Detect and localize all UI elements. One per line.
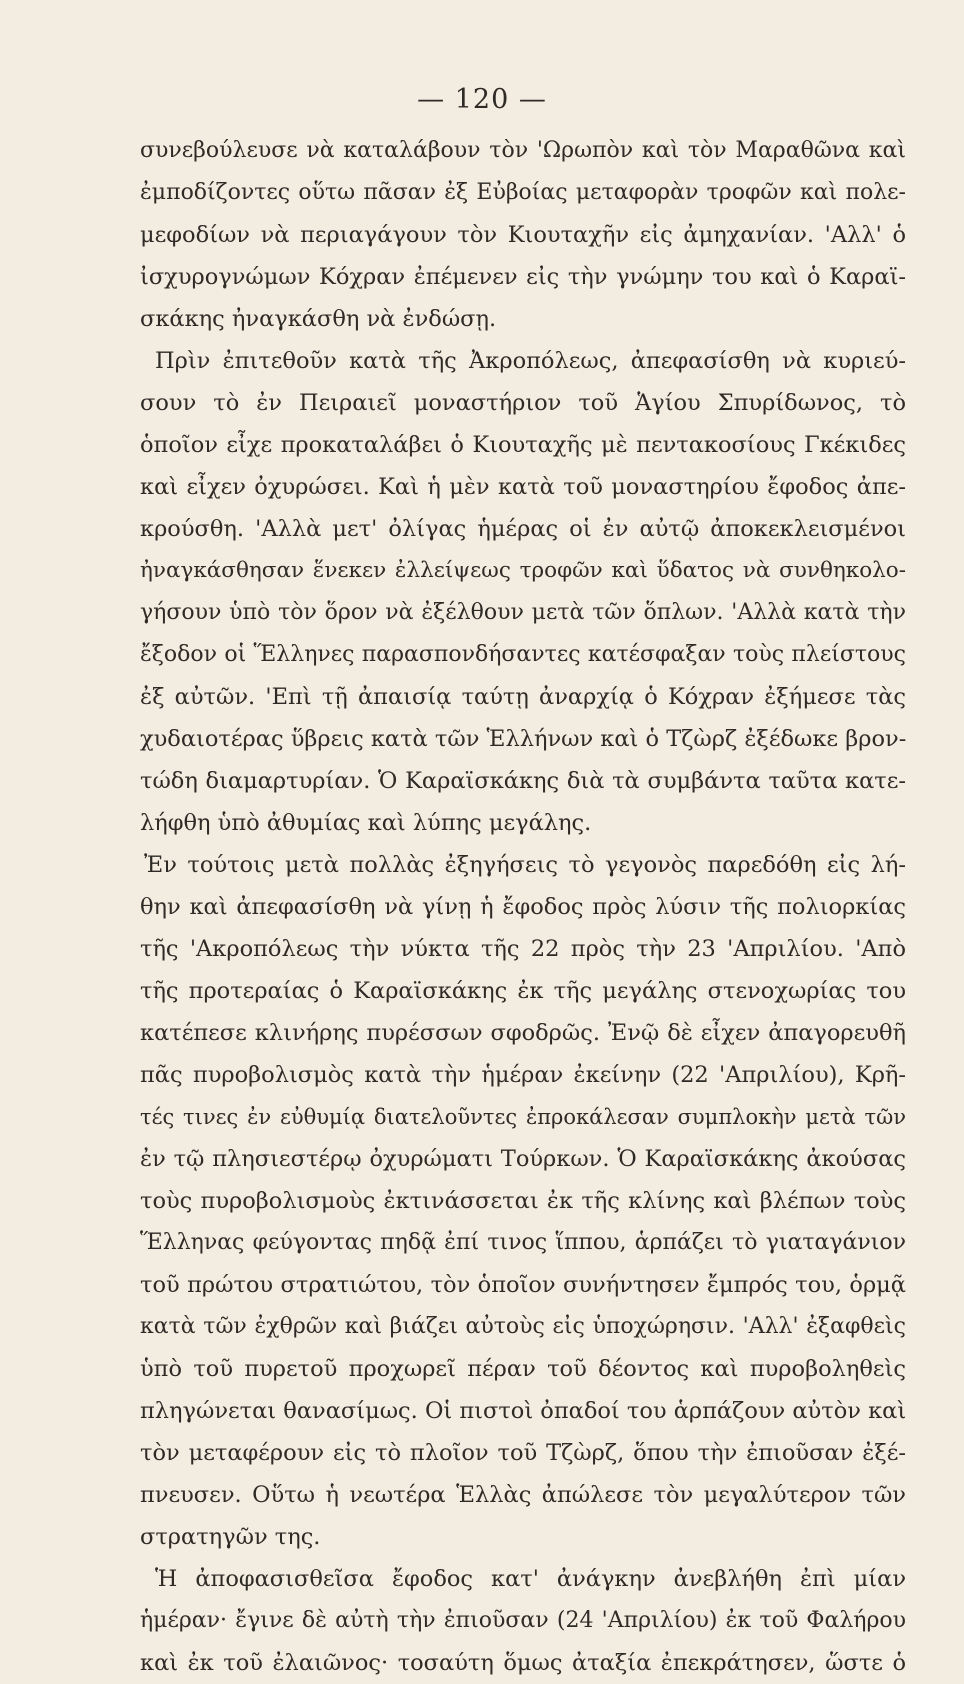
text-line: κρούσθη. 'Αλλὰ μετ' ὀλίγας ἡμέρας οἱ ἐν αὐτῷ ἀποκεκλεισμένοι bbox=[140, 516, 906, 542]
text-line: ἠναγκάσθησαν ἕνεκεν ἐλλείψεως τροφῶν καὶ ὕδατος νὰ συνθηκολο- bbox=[140, 558, 906, 583]
text-line: πληγώνεται θανασίμως. Οἱ πιστοὶ ὀπαδοί του ἁρπάζουν αὐτὸν καὶ bbox=[140, 1398, 907, 1424]
text-line: κατέπεσε κλινήρης πυρέσσων σφοδρῶς. Ἐνῷ δὲ εἶχεν ἀπαγορευθῆ bbox=[140, 1020, 906, 1046]
text-line: σουν τὸ ἐν Πειραιεῖ μοναστήριον τοῦ Ἁγίου Σπυρίδωνος, τὸ bbox=[140, 390, 906, 416]
text-line: ἐξ αὐτῶν. 'Επὶ τῇ ἀπαισίᾳ ταύτῃ ἀναρχίᾳ ὁ Κόχραν ἐξήμεσε τὰς bbox=[140, 684, 906, 710]
text-line: γήσουν ὑπὸ τὸν ὅρον νὰ ἐξέλθουν μετὰ τῶν ὅπλων. 'Αλλὰ κατὰ τὴν bbox=[140, 600, 906, 625]
text-line: τοὺς πυροβολισμοὺς ἐκτινάσσεται ἐκ τῆς κλίνης καὶ βλέπων τοὺς bbox=[140, 1188, 906, 1214]
text-line: ἐν τῷ πλησιεστέρῳ ὀχυρώματι Τούρκων. Ὁ Καραϊσκάκης ἀκούσας bbox=[140, 1146, 906, 1172]
text-line: τοῦ πρώτου στρατιώτου, τὸν ὁποῖον συνήντησεν ἔμπρός του, ὁρμᾷ bbox=[140, 1272, 906, 1298]
text-line: συνεβούλευσε νὰ καταλάβουν τὸν 'Ωρωπὸν καὶ τὸν Μαραθῶνα καὶ bbox=[140, 138, 906, 163]
text-line: χυδαιοτέρας ὕβρεις κατὰ τῶν Ἑλλήνων καὶ ὁ Τζὼρζ ἐξέδωκε βρον- bbox=[140, 726, 907, 752]
text-line: ὁποῖον εἶχε προκαταλάβει ὁ Κιουταχῆς μὲ πεντακοσίους Γκέκιδες bbox=[140, 432, 906, 458]
text-line: ἡμέραν· ἔγινε δὲ αὐτὴ τὴν ἐπιοῦσαν (24 'Απριλίου) ἐκ τοῦ Φαλήρου bbox=[140, 1608, 906, 1633]
text-line: τὸν μεταφέρουν εἰς τὸ πλοῖον τοῦ Τζὼρζ, ὅπου τὴν ἐπιοῦσαν ἐξέ- bbox=[140, 1440, 906, 1466]
text-line: θην καὶ ἀπεφασίσθη νὰ γίνῃ ἡ ἔφοδος πρὸς λύσιν τῆς πολιορκίας bbox=[140, 894, 906, 920]
text-line: στρατηγῶν της. bbox=[140, 1524, 321, 1550]
text-line: ὑπὸ τοῦ πυρετοῦ προχωρεῖ πέραν τοῦ δέοντος καὶ πυροβοληθεὶς bbox=[140, 1356, 906, 1382]
page-number: — 120 — bbox=[417, 84, 547, 115]
text-line: Ἕλληνας φεύγοντας πηδᾷ ἐπί τινος ἵππου, ἁρπάζει τὸ γιαταγάνιον bbox=[140, 1230, 906, 1255]
text-line: ἔξοδον οἱ Ἕλληνες παρασπονδήσαντες κατέσφαξαν τοὺς πλείστους bbox=[140, 642, 906, 667]
text-line: καὶ εἶχεν ὀχυρώσει. Καὶ ἡ μὲν κατὰ τοῦ μοναστηρίου ἔφοδος ἀπε- bbox=[140, 474, 906, 500]
text-line: καὶ ἐκ τοῦ ἐλαιῶνος· τοσαύτη ὅμως ἀταξία ἐπεκράτησεν, ὥστε ὁ bbox=[140, 1650, 906, 1676]
text-line: λήφθη ὑπὸ ἀθυμίας καὶ λύπης μεγάλης. bbox=[140, 810, 592, 836]
text-line: ἐμποδίζοντες οὕτω πᾶσαν ἐξ Εὐβοίας μεταφορὰν τροφῶν καὶ πολε- bbox=[140, 180, 906, 205]
text-line: Ἡ ἀποφασισθεῖσα ἔφοδος κατ' ἀνάγκην ἀνεβλήθη ἐπὶ μίαν bbox=[155, 1566, 906, 1592]
body-text bbox=[140, 130, 906, 1684]
text-line: τῆς προτεραίας ὁ Καραϊσκάκης ἐκ τῆς μεγάλης στενοχωρίας του bbox=[140, 978, 906, 1004]
text-line: τές τινες ἐν εὐθυμίᾳ διατελοῦντες ἐπροκάλεσαν συμπλοκὴν μετὰ τῶν bbox=[140, 1105, 906, 1129]
text-line: πᾶς πυροβολισμὸς κατὰ τὴν ἡμέραν ἐκείνην (22 'Απριλίου), Κρῆ- bbox=[140, 1062, 906, 1088]
text-line: σκάκης ἠναγκάσθη νὰ ἐνδώσῃ. bbox=[140, 306, 497, 332]
text-line: μεφοδίων νὰ περιαγάγουν τὸν Κιουταχῆν εἰς ἀμηχανίαν. 'Αλλ' ὁ bbox=[140, 222, 906, 248]
text-line: Πρὶν ἐπιτεθοῦν κατὰ τῆς Ἀκροπόλεως, ἀπεφασίσθη νὰ κυριεύ- bbox=[155, 348, 906, 374]
text-line: τώδη διαμαρτυρίαν. Ὁ Καραϊσκάκης διὰ τὰ συμβάντα ταῦτα κατε- bbox=[140, 768, 906, 794]
text-line: πνευσεν. Οὕτω ἡ νεωτέρα Ἑλλὰς ἀπώλεσε τὸν μεγαλύτερον τῶν bbox=[140, 1482, 906, 1508]
text-line: Ἐν τούτοις μετὰ πολλὰς ἐξηγήσεις τὸ γεγονὸς παρεδόθη εἰς λή- bbox=[144, 852, 906, 878]
text-line: κατὰ τῶν ἐχθρῶν καὶ βιάζει αὐτοὺς εἰς ὑποχώρησιν. 'Αλλ' ἐξαφθεὶς bbox=[140, 1314, 906, 1339]
text-line: τῆς 'Ακροπόλεως τὴν νύκτα τῆς 22 πρὸς τὴν 23 'Απριλίου. 'Απὸ bbox=[140, 936, 906, 962]
text-line: ἰσχυρογνώμων Κόχραν ἐπέμενεν εἰς τὴν γνώμην του καὶ ὁ Καραϊ- bbox=[140, 264, 906, 290]
